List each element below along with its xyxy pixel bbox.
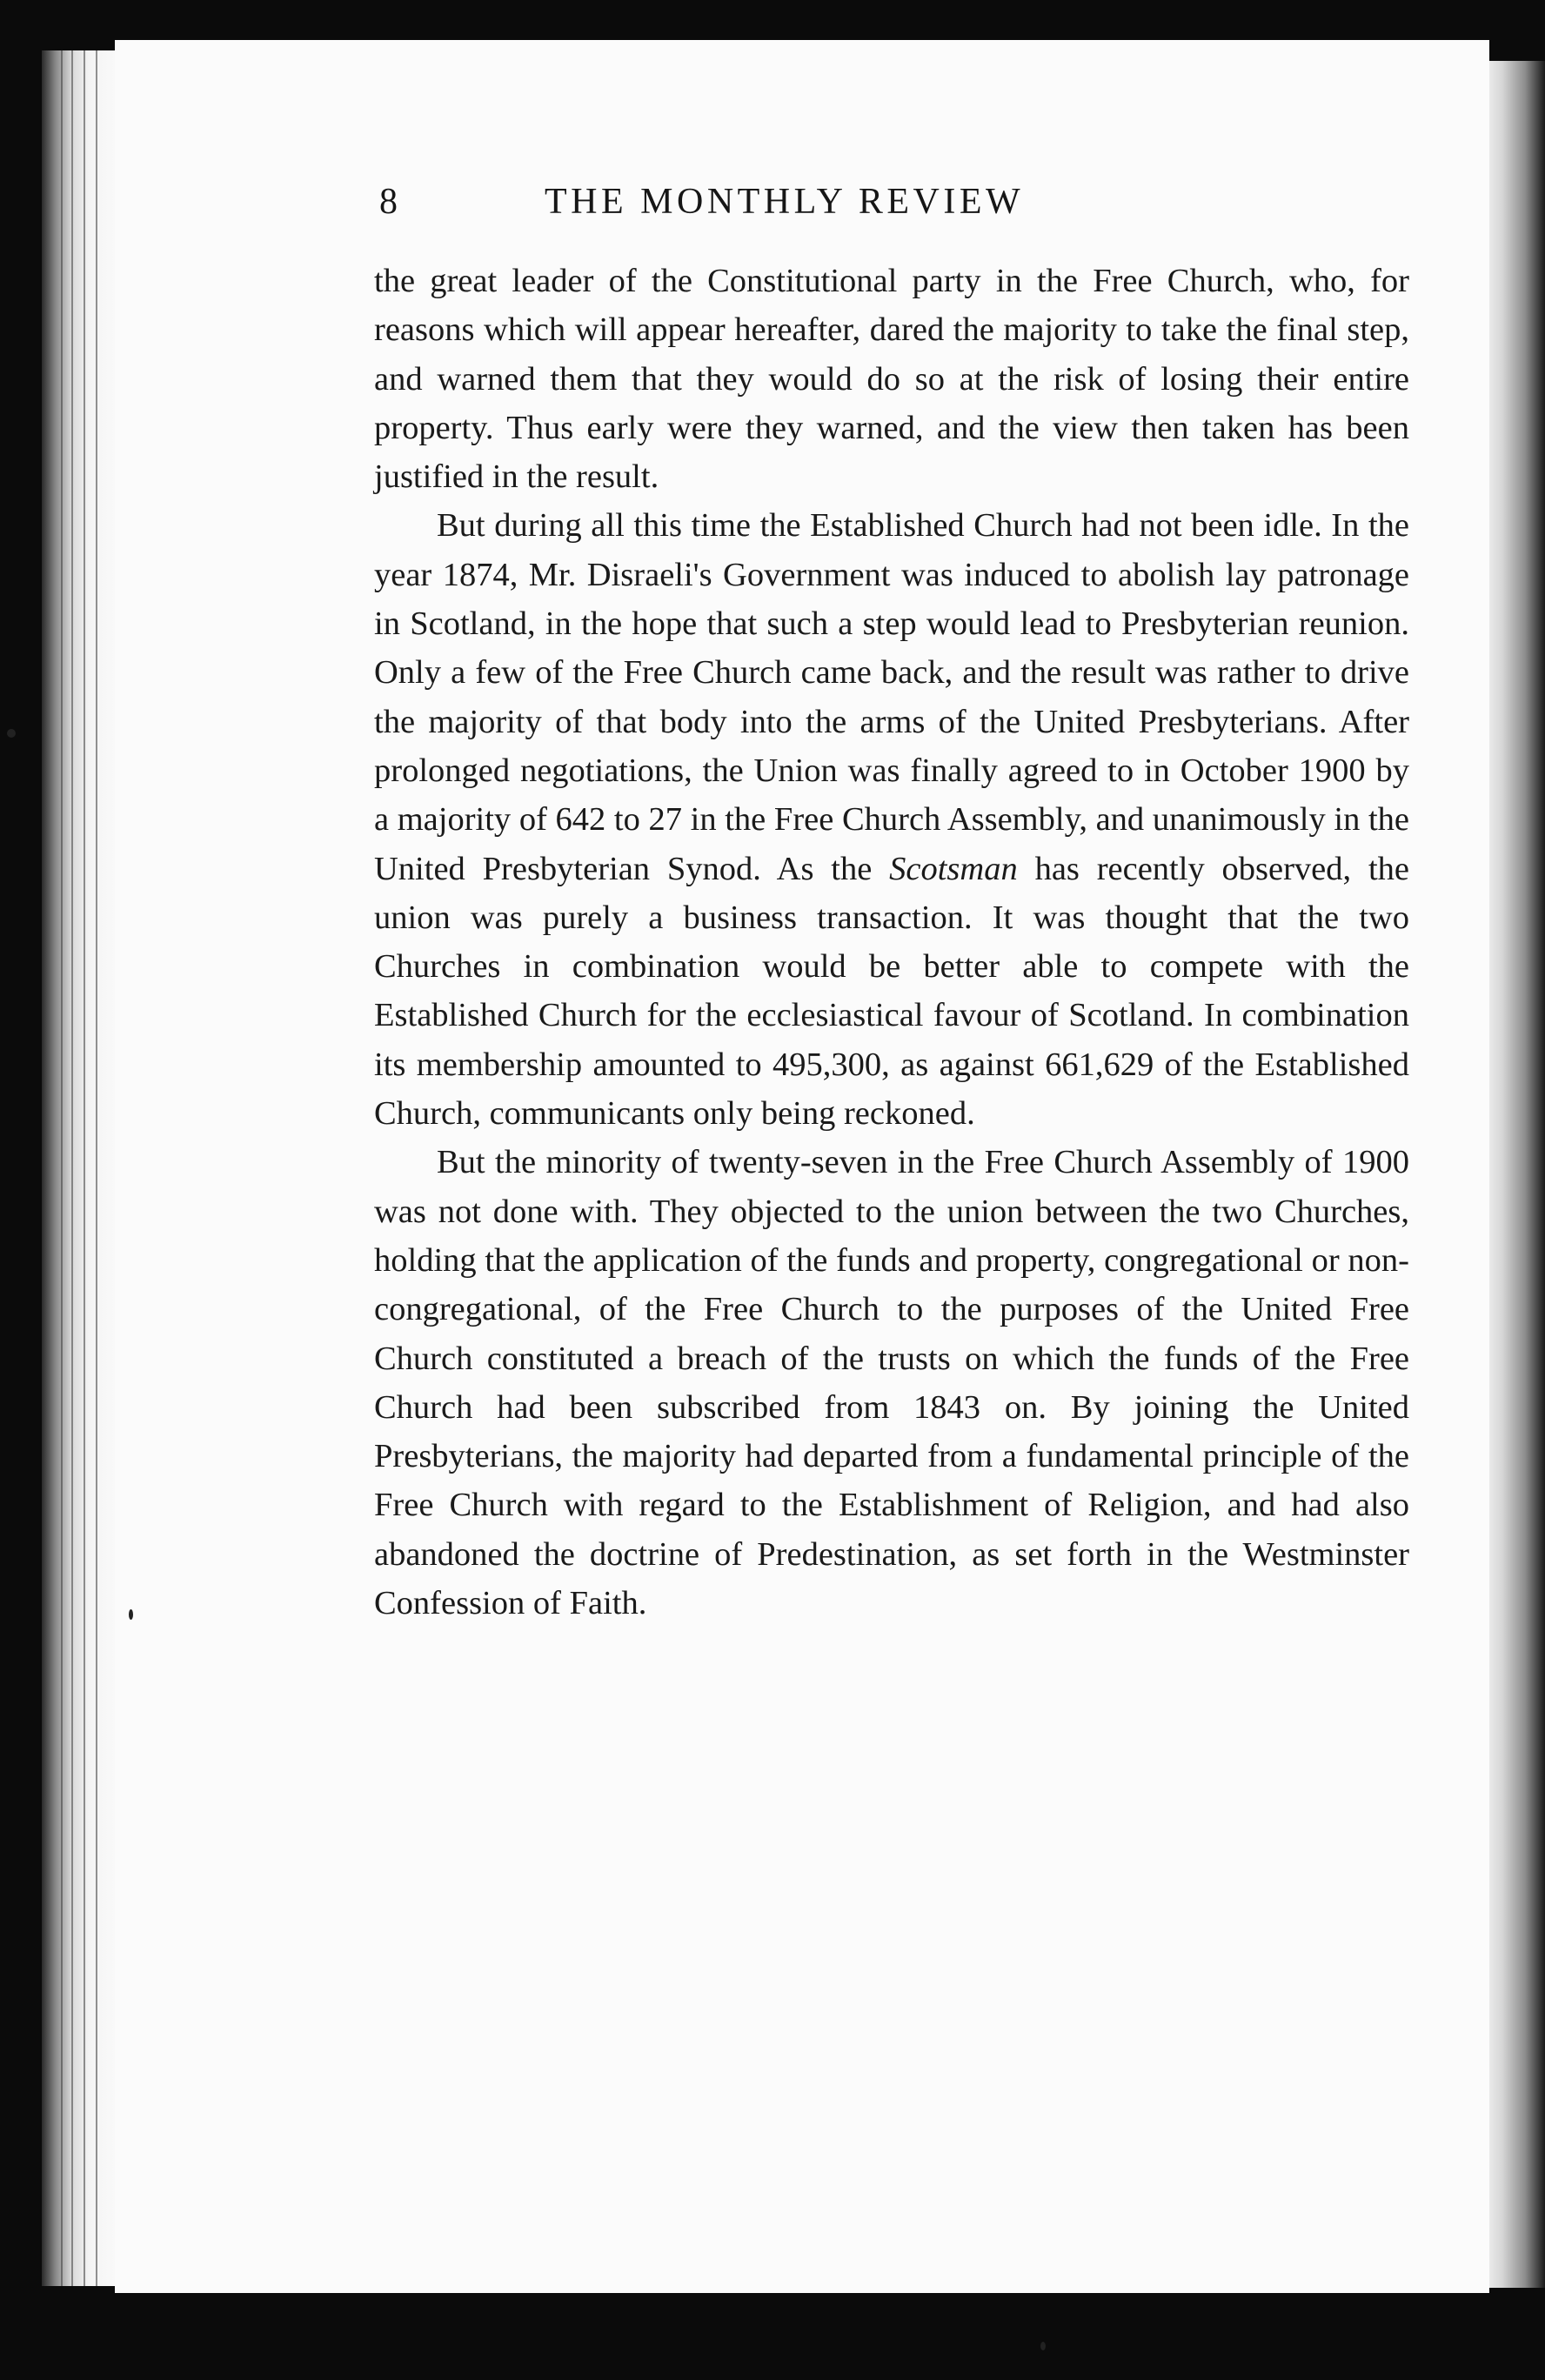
running-title: THE MONTHLY REVIEW xyxy=(545,182,1025,222)
scan-speck xyxy=(129,1609,133,1620)
paragraph-3: But the minority of twenty-seven in the Free Church Assembly of 1900 was not done with. They objected to the union between the two Churches, holding that the application of the funds and property, congregational or non-congregational, of the Free Church to the purposes of the United Free Church constituted a breach of the trusts on which the funds of the Free Church had been subscribed from 1843 on. By joining the United Presbyterians, the majority had departed from a fundamental principle of the Free Church with regard to the Establishment of Religion, and had also abandoned the doctrine of Predestination, as set forth in the Westminster Confession of Faith. xyxy=(374,1144,1409,1622)
body-text xyxy=(374,257,1409,1628)
paragraph-2-part-2: has recently observed, the union was purely a business transaction. It was thought that the two Churches in combination would be better able to compete with the Established Church for the ecclesiastical favour of Scotland. In combination its membership amounted to 495,300, as against 661,629 of the Established Church, communicants only being reckoned. xyxy=(374,850,1410,1133)
page-stack-left-edge xyxy=(42,50,120,2286)
paragraph-2 xyxy=(374,501,1409,1138)
paragraph-1: the great leader of the Constitutional party in the Free Church, who, for reasons which will appear hereafter, dared the majority to take the final step, and warned them that they would do so at the risk of losing their entire property. Thus early were they warned, and the view then taken has been justified in the result. xyxy=(374,263,1409,496)
scan-speck xyxy=(7,729,16,738)
paragraph-2-part-1: But during all this time the Established Church had not been idle. In the year 1874, Mr. Disraeli's Government was induced to abolish lay patronage in Scotland, in the hope that such a step would lead to Presbyterian reunion. Only a few of the Free Church came back, and the result was rather to drive the majority of that body into the arms of the United Presbyterians. After prolonged negotiations, the Union was finally agreed to in October 1900 by a majority of 642 to 27 in the Free Church Assembly, and unanimously in the United Presbyterian Synod. As the xyxy=(374,507,1409,887)
italic-newspaper-title: Scotsman xyxy=(889,850,1018,887)
page-number: 8 xyxy=(379,182,398,222)
page-header xyxy=(379,181,1197,233)
scan-speck xyxy=(1040,2342,1046,2350)
